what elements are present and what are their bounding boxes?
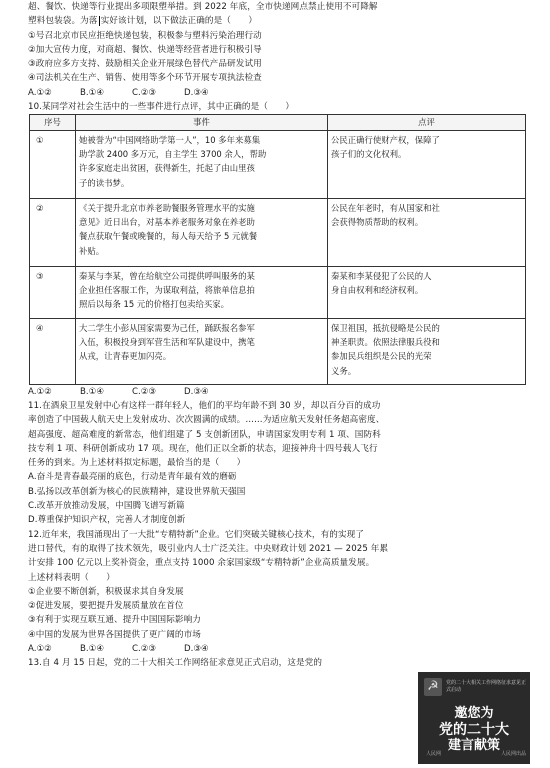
q11-choice-d: D.尊重保护知识产权，完善人才制度创新 xyxy=(28,515,186,526)
poster-title-line-2: 党的二十大 xyxy=(439,722,509,738)
question-12 xyxy=(28,528,528,657)
q12-choice: ④中国的发展为世界各国提供了更广阔的市场 xyxy=(28,629,201,640)
row-comment: 秦某和李某侵犯了公民的人 身自由权利和经济权利。 xyxy=(328,266,526,318)
table-row xyxy=(30,130,526,198)
q9-option-d: D.③④ xyxy=(184,87,209,98)
q12-choice: ①企业要不断创新，积极谋求其自身发展 xyxy=(28,586,184,597)
q12-option-b: B.①④ xyxy=(80,644,105,655)
q12-stem-line: 进口替代，有的取得了技术领先，吸引业内人士广泛关注。中央财政计划 2021 — 2025 年累 xyxy=(28,543,389,554)
poster-title-line-1: 邀您为 xyxy=(454,706,494,721)
q9-option-b: B.①④ xyxy=(80,87,105,98)
row-event: 秦某与李某，曾在给航空公司提供呼叫服务的某 企业担任客服工作，为谋取利益，将旅单信息拍 照后以每条 15 元的价格打包卖给买家。 xyxy=(76,266,328,318)
q11-stem-line: 率创造了中国载人航天史上发射成功、次次圆满的成绩。……为适应航天发射任务超高密度、 xyxy=(28,415,385,426)
q12-option-a: A.①② xyxy=(28,644,52,655)
q10-option-d: D.③④ xyxy=(184,386,209,397)
q9-option-a: A.①② xyxy=(28,87,52,98)
table-header-row xyxy=(30,115,526,130)
exam-page xyxy=(28,0,528,671)
poster-title-line-3: 建言献策 xyxy=(447,738,500,753)
q11-stem-line: 技专利 1 项、科研创新成功 17 项。现在，他们正以全新的状态，迎接神舟十四号载人飞行 xyxy=(28,443,378,454)
row-comment: 保卫祖国，抵抗侵略是公民的 神圣职责。依照法律服兵役和 参加民兵组织是公民的光荣 义务。 xyxy=(328,318,526,384)
q11-stem-line: 超高强度、超高难度的新常态，他们组建了 5 支创新团队，申请国家发明专利 1 项、国防科 xyxy=(28,429,381,440)
q12-choice: ③有利于实现互联互通、提升中国国际影响力 xyxy=(28,615,201,626)
question-11 xyxy=(28,399,528,528)
q12-stem-line: 上述材料表明（ ） xyxy=(28,572,115,583)
q9-stem-line-2: 塑料包装袋。为落 实好该计划，以下做法正确的是（ ） xyxy=(28,16,258,27)
q12-choice: ②促进发展，要把提升发展质量放在首位 xyxy=(28,601,184,612)
row-event: 《关于提升北京市养老助餐服务管理水平的实施 意见》近日出台，对基本养老服务对象在养老助 餐点获取午餐或晚餐的，每人每天给予 5 元就餐 补贴。 xyxy=(76,198,328,266)
row-num: ① xyxy=(30,130,76,198)
q10-options xyxy=(28,385,528,399)
q11-choice-b: B.弘扬以改革创新为核心的民族精神，建设世界航天强国 xyxy=(28,486,246,497)
row-num: ④ xyxy=(30,318,76,384)
q9-options xyxy=(28,86,528,100)
header-comment: 点评 xyxy=(328,115,526,130)
q9-option-c: C.②③ xyxy=(132,87,157,98)
q12-stem-line: 12.近年来，我国涌现出了一大批“专精特新”企业。它们突破关键核心技术，有的实现了 xyxy=(28,529,365,540)
table-row xyxy=(30,266,526,318)
q9-stem-line-1: 超、餐饮、快递等行业提出多项限塑举措。到 2022 年底，全市快递网点禁止使用不可降解 xyxy=(28,2,378,12)
row-num: ③ xyxy=(30,266,76,318)
row-num: ② xyxy=(30,198,76,266)
q11-stem-line: 任务的到来。为上述材料拟定标题，最恰当的是（ ） xyxy=(28,458,246,469)
q12-option-d: D.③④ xyxy=(184,644,209,655)
row-comment: 公民在年老时，有从国家和社 会获得物质帮助的权利。 xyxy=(328,198,526,266)
q9-choice: ④司法机关在生产、销售、使用等多个环节开展专项执法检查 xyxy=(28,73,262,84)
q9-choice: ②加大宣传力度，对商超、餐饮、快递等经营者进行积极引导 xyxy=(28,44,262,55)
text-cursor xyxy=(99,16,100,26)
q12-options xyxy=(28,642,528,656)
q12-option-c: C.②③ xyxy=(132,644,157,655)
q10-table xyxy=(29,114,526,384)
header-num: 序号 xyxy=(30,115,76,130)
party-congress-poster xyxy=(418,672,530,764)
question-9 xyxy=(28,0,528,100)
header-event: 事件 xyxy=(76,115,328,130)
question-10 xyxy=(28,100,528,399)
q10-option-a: A.①② xyxy=(28,386,52,397)
row-comment: 公民正确行使财产权，保障了 孩子们的文化权利。 xyxy=(328,130,526,198)
q13-stem: 13.自 4 月 15 日起，党的二十大相关工作网络征求意见正式启动，这是党的 xyxy=(28,658,323,669)
party-emblem-icon: ☭ xyxy=(424,678,442,696)
poster-small-text: 党的二十大相关工作网络征求意见正式启动 xyxy=(446,680,527,693)
q11-choice-c: C.改革开放推动发展，中国腾飞谱写新篇 xyxy=(28,501,185,512)
row-event: 她被誉为“中国网络助学第一人”，10 多年来募集 助学款 2400 多万元，自主学生 3700 余人，帮助 许多家庭走出贫困，获得新生，托起了由山里孩 子的读书梦。 xyxy=(76,130,328,198)
row-event: 大二学生小彭从国家需要为己任，踊跃报名参军 入伍，积极投身到军营生活和军队建设中，携笔 从戎，让青春更加闪亮。 xyxy=(76,318,328,384)
q12-stem-line: 计安排 100 亿元以上奖补资金，重点支持 1000 余家国家级“专精特新”企业高质量发展。 xyxy=(28,558,375,569)
q9-choice: ③政府应多方支持、鼓励相关企业开展绿色替代产品研发试用 xyxy=(28,59,262,70)
q11-stem-line: 11.在酒泉卫星发射中心有这样一群年轻人，他们的平均年龄不到 30 岁，却以百分百的成功 xyxy=(28,400,381,411)
q10-option-c: C.②③ xyxy=(132,386,157,397)
poster-footer: 人民网出品 xyxy=(500,751,526,757)
q11-choice-a: A.奋斗是青春最亮丽的底色，行动是青年最有效的磨砺 xyxy=(28,472,237,483)
table-row xyxy=(30,198,526,266)
q10-option-b: B.①④ xyxy=(80,386,105,397)
q10-stem: 10.某同学对社会生活中的一些事件进行点评，其中正确的是（ ） xyxy=(28,102,295,113)
q9-choice: ①号召北京市民应拒绝快递包装，积极参与塑料污染治理行动 xyxy=(28,30,262,41)
table-row xyxy=(30,318,526,384)
people-daily-logo: 人民网 xyxy=(426,751,442,757)
